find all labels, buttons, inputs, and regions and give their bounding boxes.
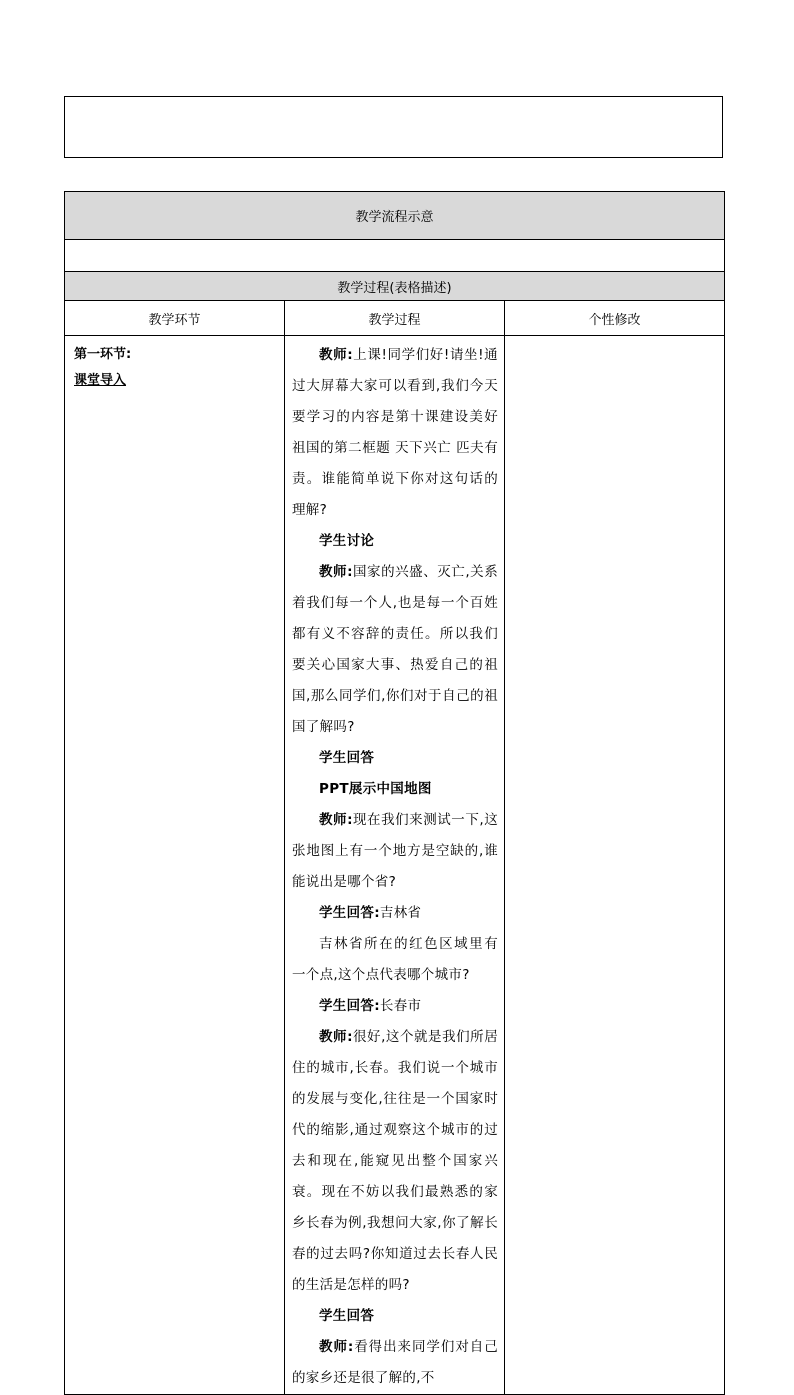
speaker-label: 教师: bbox=[319, 1029, 353, 1045]
paragraph-text: 国家的兴盛、灭亡,关系着我们每一个人,也是每一个百姓都有义不容辞的责任。所以我们要关心国家大事、热爱自己的祖国,那么同学们,你们对于自己的祖国了解吗? bbox=[292, 564, 498, 735]
paragraph-text: 上课!同学们好!请坐!通过大屏幕大家可以看到,我们今天要学习的内容是第十课建设美好祖国的第二框题 天下兴亡 匹夫有责。谁能简单说下你对这句话的理解? bbox=[292, 347, 498, 518]
process-cell bbox=[285, 336, 505, 1395]
speaker-label: PPT展示中国地图 bbox=[319, 781, 432, 797]
speaker-label: 学生回答: bbox=[319, 998, 380, 1014]
process-paragraph bbox=[292, 898, 498, 929]
process-paragraph bbox=[292, 340, 498, 526]
table-subtitle: 教学过程(表格描述) bbox=[65, 272, 725, 301]
teaching-flow-table bbox=[64, 191, 725, 1395]
process-paragraph bbox=[292, 526, 498, 557]
stage-name: 课堂导入 bbox=[74, 373, 127, 388]
process-paragraph bbox=[292, 743, 498, 774]
process-paragraph bbox=[292, 991, 498, 1022]
process-paragraph bbox=[292, 805, 498, 898]
header-box bbox=[64, 96, 723, 158]
speaker-label: 学生回答 bbox=[319, 750, 375, 766]
header-notes: 个性修改 bbox=[505, 301, 725, 336]
blank-row bbox=[65, 240, 725, 272]
process-paragraph bbox=[292, 1301, 498, 1332]
header-stage: 教学环节 bbox=[65, 301, 285, 336]
paragraph-text: 长春市 bbox=[379, 998, 422, 1014]
speaker-label: 教师: bbox=[319, 812, 353, 828]
process-paragraph bbox=[292, 1022, 498, 1301]
stage-label: 第一环节: bbox=[74, 347, 132, 362]
notes-cell bbox=[505, 336, 725, 1395]
paragraph-text: 吉林省 bbox=[379, 905, 422, 921]
paragraph-text: 看得出来同学们对自己的家乡还是很了解的,不 bbox=[292, 1339, 498, 1386]
paragraph-text: 很好,这个就是我们所居住的城市,长春。我们说一个城市的发展与变化,往往是一个国家时代的缩影,通过观察这个城市的过去和现在,能窥见出整个国家兴衰。现在不妨以我们最熟悉的家乡长春为例,我想问大家,你了解长春的过去吗?你知道过去长春人民的生活是怎样的吗? bbox=[292, 1029, 498, 1293]
process-paragraph bbox=[292, 1332, 498, 1394]
process-paragraph bbox=[292, 929, 498, 991]
process-paragraph bbox=[292, 557, 498, 743]
stage-cell bbox=[65, 336, 285, 1395]
speaker-label: 教师: bbox=[319, 347, 353, 363]
header-process: 教学过程 bbox=[285, 301, 505, 336]
speaker-label: 教师: bbox=[319, 1339, 354, 1355]
paragraph-text: 吉林省所在的红色区域里有一个点,这个点代表哪个城市? bbox=[292, 936, 498, 983]
paragraph-text: 现在我们来测试一下,这张地图上有一个地方是空缺的,谁能说出是哪个省? bbox=[292, 812, 498, 890]
speaker-label: 教师: bbox=[319, 564, 353, 580]
speaker-label: 学生回答 bbox=[319, 1308, 375, 1324]
process-text bbox=[292, 340, 498, 1394]
table-title: 教学流程示意 bbox=[65, 192, 725, 240]
process-paragraph bbox=[292, 774, 498, 805]
speaker-label: 学生回答: bbox=[319, 905, 380, 921]
speaker-label: 学生讨论 bbox=[319, 533, 375, 549]
